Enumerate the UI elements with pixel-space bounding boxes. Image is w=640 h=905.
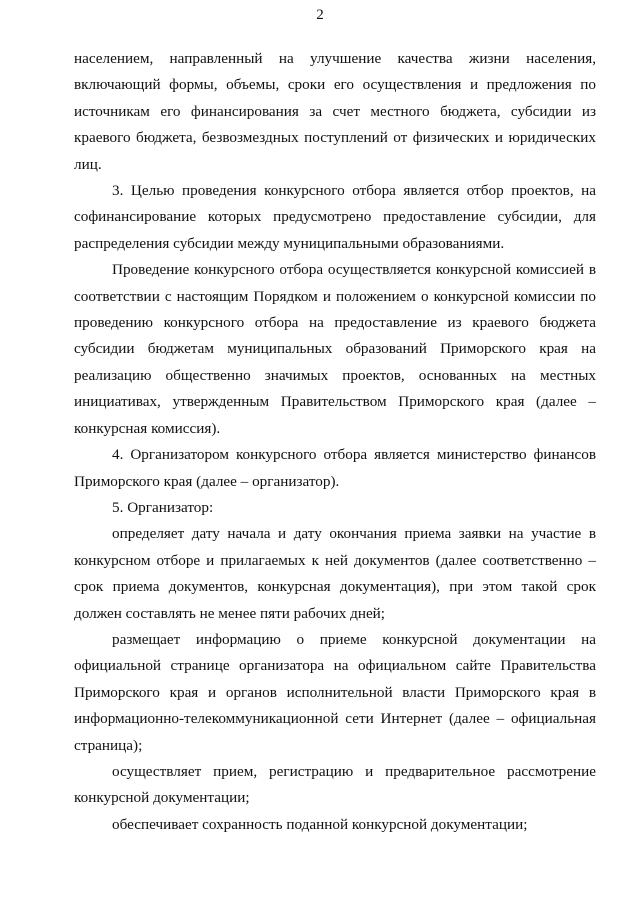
page-number: 2 [316,7,324,23]
paragraph-7: размещает информацию о приеме конкурсной документации на официальной странице организатора на официальном сайте Правительства Приморского края и органов исполнительной власти Приморского края в информационно-телекоммуникационной сети Интернет (далее – официальная страница); [74,630,596,754]
paragraph-5: 5. Организатор: [112,498,214,516]
paragraph-9: обеспечивает сохранность поданной конкурсной документации; [112,815,528,833]
paragraph-4: 4. Организатором конкурсного отбора является министерство финансов Приморского края (далее – организатор). [74,446,596,490]
paragraph-8: осуществляет прием, регистрацию и предварительное рассмотрение конкурсной документации; [74,762,596,807]
paragraph-2: 3. Целью проведения конкурсного отбора является отбор проектов, на софинансирование которых предусмотрено предоставление субсидии, для распределения субсидии между муниципальными образованиями. [74,182,596,252]
paragraph-1: населением, направленный на улучшение качества жизни населения, включающий формы, объемы, сроки его осуществления и предложения по источникам его финансирования за счет местного бюджета, субсидии из краевого бюджета, безвозмездных поступлений от физических и юридических лиц. [74,50,596,173]
paragraph-6: определяет дату начала и дату окончания приема заявки на участие в конкурсном отборе и прилагаемых к ней документов (далее соответственно – срок приема документов, конкурсная документация), при этом такой срок должен составлять не менее пяти рабочих дней; [74,525,596,622]
paragraph-3: Проведение конкурсного отбора осуществляется конкурсной комиссией в соответствии с настоящим Порядком и положением о конкурсной комиссии по проведению конкурсного отбора на предоставление из краевого бюджета субсидии бюджетам муниципальных образований Приморского края на реализацию общественно значимых проектов, основанных на местных инициативах, утвержденным Правительством Приморского края (далее – конкурсная комиссия). [74,261,596,437]
document-body [74,46,596,838]
